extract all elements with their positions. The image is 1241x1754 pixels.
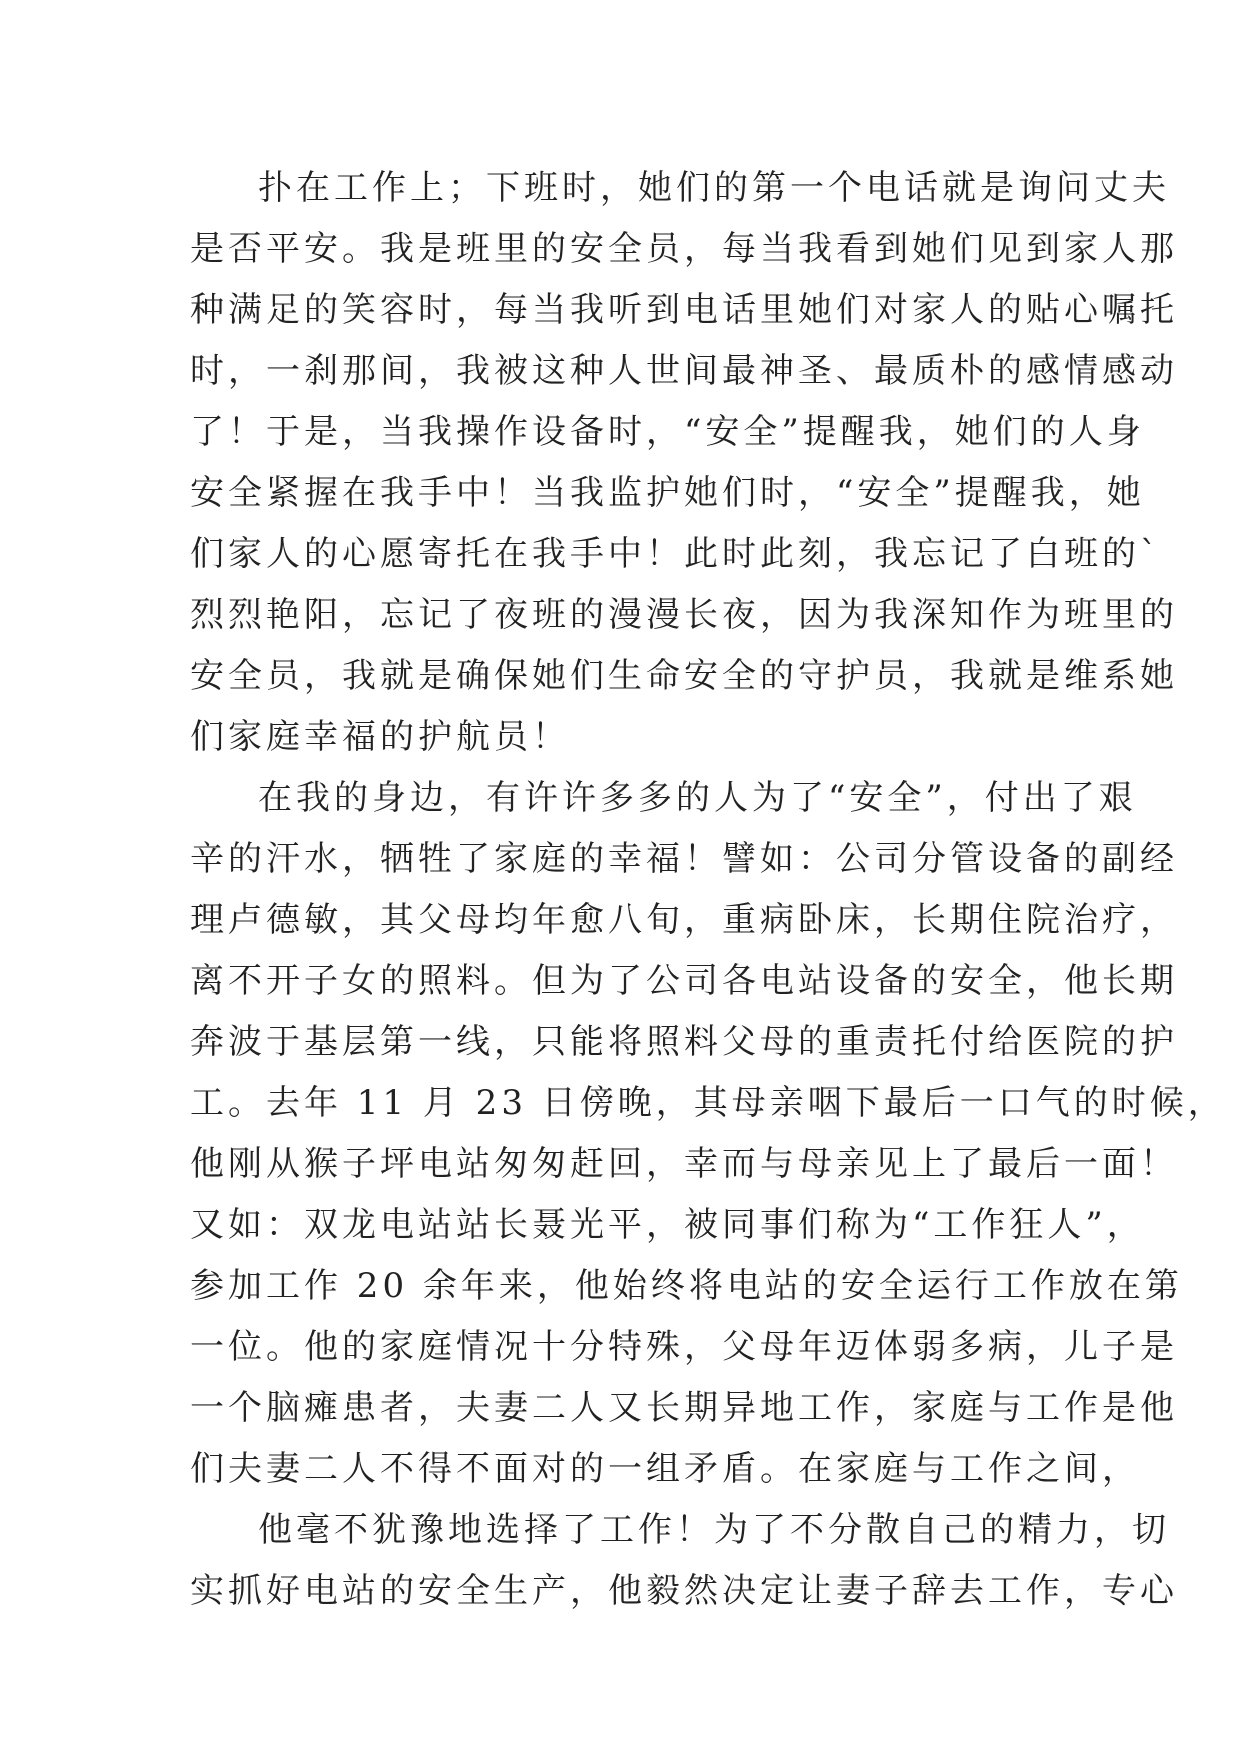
text-line-8: 烈烈艳阳，忘记了夜班的漫漫长夜，因为我深知作为班里的 bbox=[190, 595, 1178, 635]
text-line-9: 安全员，我就是确保她们生命安全的守护员，我就是维系她 bbox=[190, 656, 1178, 696]
text-line-13: 理卢德敏，其父母均年愈八旬，重病卧床，长期住院治疗， bbox=[190, 900, 1178, 940]
text-line-14: 离不开子女的照料。但为了公司各电站设备的安全，他长期 bbox=[190, 961, 1178, 1001]
text-line-17: 他刚从猴子坪电站匆匆赶回，幸而与母亲见上了最后一面！ bbox=[190, 1144, 1178, 1184]
text-line-7: 们家人的心愿寄托在我手中！此时此刻，我忘记了白班的` bbox=[190, 534, 1161, 574]
text-line-16: 工。去年 11 月 23 日傍晚，其母亲咽下最后一口气的时候， bbox=[190, 1083, 1226, 1123]
text-line-20: 一位。他的家庭情况十分特殊，父母年迈体弱多病，儿子是 bbox=[190, 1327, 1178, 1367]
text-line-2: 是否平安。我是班里的安全员，每当我看到她们见到家人那 bbox=[190, 229, 1178, 269]
text-line-19: 参加工作 20 余年来，他始终将电站的安全运行工作放在第 bbox=[190, 1266, 1183, 1306]
text-line-21: 一个脑瘫患者，夫妻二人又长期异地工作，家庭与工作是他 bbox=[190, 1388, 1178, 1428]
text-line-1: 扑在工作上；下班时，她们的第一个电话就是询问丈夫 bbox=[258, 168, 1170, 208]
text-line-10: 们家庭幸福的护航员！ bbox=[190, 717, 570, 757]
text-line-22: 们夫妻二人不得不面对的一组矛盾。在家庭与工作之间， bbox=[190, 1449, 1140, 1489]
text-line-18: 又如：双龙电站站长聂光平，被同事们称为“工作狂人”， bbox=[190, 1205, 1145, 1245]
text-line-4: 时，一刹那间，我被这种人世间最神圣、最质朴的感情感动 bbox=[190, 351, 1178, 391]
text-line-3: 种满足的笑容时，每当我听到电话里她们对家人的贴心嘱托 bbox=[190, 290, 1178, 330]
text-line-6: 安全紧握在我手中！当我监护她们时，“安全”提醒我，她 bbox=[190, 473, 1145, 513]
text-line-5: 了！于是，当我操作设备时，“安全”提醒我，她们的人身 bbox=[190, 412, 1145, 452]
text-line-11: 在我的身边，有许许多多的人为了“安全”，付出了艰 bbox=[258, 778, 1137, 818]
text-line-12: 辛的汗水，牺牲了家庭的幸福！譬如：公司分管设备的副经 bbox=[190, 839, 1178, 879]
text-line-15: 奔波于基层第一线，只能将照料父母的重责托付给医院的护 bbox=[190, 1022, 1178, 1062]
text-line-23: 他毫不犹豫地选择了工作！为了不分散自己的精力，切 bbox=[258, 1510, 1170, 1550]
text-line-24: 实抓好电站的安全生产，他毅然决定让妻子辞去工作，专心 bbox=[190, 1571, 1178, 1611]
